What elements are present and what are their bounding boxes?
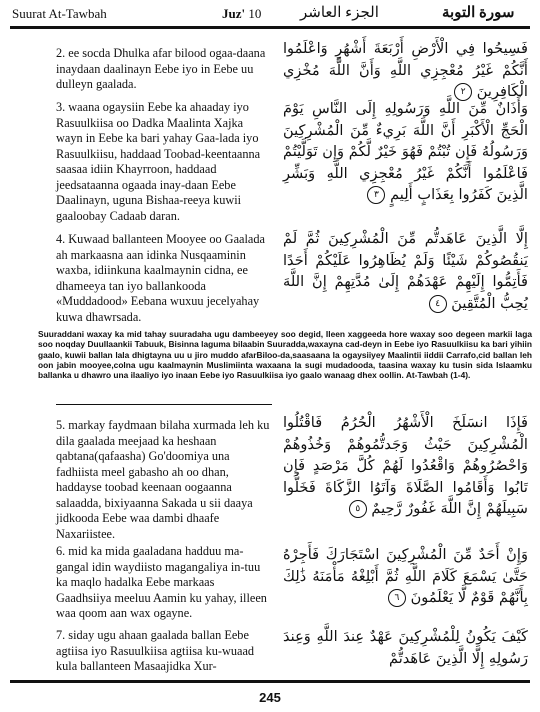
verse-5-arabic	[283, 412, 528, 520]
section-divider	[56, 404, 272, 405]
page-header	[0, 0, 540, 26]
surah-title: Suurat At-Tawbah	[12, 6, 107, 21]
header-rule	[10, 26, 530, 29]
verse-4-translation: 4. Kuwaad ballanteen Mooyee oo Gaalada ah markaasna aan idinka Nusqaaminin waxba, idiinkuna kaalmaynin cidna, ee dhameeya tan iyo ballankooda «Muddadood» Eebana wuxuu jecelyahay kuwa dhawrsada.	[56, 232, 265, 324]
verse-marker-icon: ٦	[388, 589, 406, 607]
verse-3-arabic	[283, 98, 528, 206]
verse-4-arabic	[283, 228, 528, 314]
verse-marker-icon: ٥	[349, 500, 367, 518]
verse-6-translation: 6. mid ka mida gaaladana hadduu ma-gangal idin waydiisto magangaliya in-tuu ka maqlo hadalka Eebe markaas Gaadhsiiya meeluu Aamin ku yahay, illeen waa qoom aan wax ogayne.	[56, 544, 267, 620]
verse-6-arabic-text: وَإِنْ أَحَدٌ مِّنَ الْمُشْرِكِينَ اسْتَجَارَكَ فَأَجِرْهُ حَتَّىٰ يَسْمَعَ كَلَامَ اللَّهِ ثُمَّ أَبْلِغْهُ مَأْمَنَهُ ذَٰلِكَ بِأَنَّهُمْ قَوْمٌ لَّا يَعْلَمُونَ	[283, 546, 528, 606]
verse-4-arabic-text: إِلَّا الَّذِينَ عَاهَدتُّم مِّنَ الْمُشْرِكِينَ ثُمَّ لَمْ يَنقُصُوكُمْ شَيْئًا وَلَمْ يُظَاهِرُوا عَلَيْكُمْ أَحَدًا فَأَتِمُّوا إِلَيْهِمْ عَهْدَهُمْ إِلَىٰ مُدَّتِهِمْ إِنَّ اللَّهَ يُحِبُّ الْمُتَّقِينَ	[283, 230, 528, 312]
verse-marker-icon: ٤	[429, 295, 447, 313]
arabic-juz-title: الجزء العاشر	[300, 5, 379, 21]
verse-2-translation: 2. ee socda Dhulka afar bilood ogaa-daana inaydaan daalinayn Eebe iyo in Eebe uu dulleyn gaalada.	[56, 46, 266, 91]
verse-3-translation: 3. waana ogaysiin Eebe ka ahaaday iyo Rasuulkiisa oo Dadka Maalinta Xajka wayn in Eebe ka bari yahay Gaa-lada iyo Rasuulkiisu, haddaad Toobad-keentaanna saasaa idiin Khayrroon, haddaad jeedsataanna ogaada inay-daan Eebe Daalinayn, uguna Bishaa-reeya kuwii gaaloobay Cadaab daran.	[56, 100, 261, 223]
verse-6-arabic	[283, 544, 528, 609]
verse-7-translation: 7. siday ugu ahaan gaalada ballan Eebe agtiisa iyo Rasuulkiisa agtiisa ku-wuaad kula ballanteen Masaajidka Xur-	[56, 628, 255, 673]
verse-2-arabic	[283, 38, 528, 103]
verse-5-translation: 5. markay faydmaan bilaha xurmada leh ku dila gaalada meejaad ka heshaan qabtana(qafaasha) Go'doomiya una fadhiista meel gabasho ah oo dhan, haddayse toobad keenaan oogaanna salaadda, bixiyaanna Sakada u sii daaya jidkooda Eebe waa dambi dhaafe Naxariistee.	[56, 418, 270, 541]
verse-7-arabic-text: كَيْفَ يَكُونُ لِلْمُشْرِكِينَ عَهْدٌ عِندَ اللَّهِ وَعِندَ رَسُولِهِ إِلَّا الَّذِينَ عَاهَدتُّمْ	[283, 628, 528, 667]
verse-3-arabic-text: وَأَذَانٌ مِّنَ اللَّهِ وَرَسُولِهِ إِلَى النَّاسِ يَوْمَ الْحَجِّ الْأَكْبَرِ أَنَّ اللَّهَ بَرِيءٌ مِّنَ الْمُشْرِكِينَ وَرَسُولُهُ فَإِن تُبْتُمْ فَهُوَ خَيْرٌ لَّكُمْ وَإِن تَوَلَّيْتُمْ فَاعْلَمُوا أَنَّكُمْ غَيْرُ مُعْجِزِي اللَّهِ وَبَشِّرِ الَّذِينَ كَفَرُوا بِعَذَابٍ أَلِيمٍ	[283, 100, 528, 203]
juz-word: Juz'	[222, 6, 246, 21]
juz-label	[222, 6, 261, 22]
arabic-surah-title: سورة التوبة	[442, 5, 515, 21]
verse-5-arabic-text: فَإِذَا انسَلَخَ الْأَشْهُرُ الْحُرُمُ فَاقْتُلُوا الْمُشْرِكِينَ حَيْثُ وَجَدتُّمُوهُمْ وَخُذُوهُمْ وَاحْصُرُوهُمْ وَاقْعُدُوا لَهُمْ كُلَّ مَرْصَدٍ فَإِن تَابُوا وَأَقَامُوا الصَّلَاةَ وَآتَوُا الزَّكَاةَ فَخَلُّوا سَبِيلَهُمْ إِنَّ اللَّهَ غَفُورٌ رَّحِيمٌ	[283, 414, 528, 517]
page-number: 245	[259, 690, 281, 705]
juz-number: 10	[248, 6, 262, 21]
verse-marker-icon: ٣	[367, 186, 385, 204]
surah-introduction-note: Suuraddani waxay ka mid tahay suuradaha ugu dambeeyey soo degid, Ileen xaggeeda hore waxay soo degeen markii laga soo noqday Duullaankii Tabuuk, Bisinna laguma bilaabin Suuradda,waxayna cad-deyn in Eebe iyo Rasuulkiisu ka bari yihiin gaalo, kuwii ballan lala dhigtayna uu u jiro muddo afarBiloo-da,saasaana la ogaysiiyey Maalintii iiddii Carrafo,cid ballan leh oon jabin mooyee,colna ugu kaalmaynin Muslimiinta waxaana la sugi mudadooda, taasina waxay ku tusin sida Islaamku ballanka u dhawro una ilaaliyo iyo inaan Eebe iyo Rasuulkiisa iyo gaalo wanaag dhex oollin. At-Tawbah (1-4).	[38, 329, 532, 381]
footer-rule	[10, 680, 530, 683]
verse-2-arabic-text: فَسِيحُوا فِي الْأَرْضِ أَرْبَعَةَ أَشْهُرٍ وَاعْلَمُوا أَنَّكُمْ غَيْرُ مُعْجِزِي اللَّهِ وَأَنَّ اللَّهَ مُخْزِي الْكَافِرِينَ	[283, 40, 528, 100]
verse-marker-icon: ٢	[454, 83, 472, 101]
verse-7-arabic	[283, 626, 528, 669]
